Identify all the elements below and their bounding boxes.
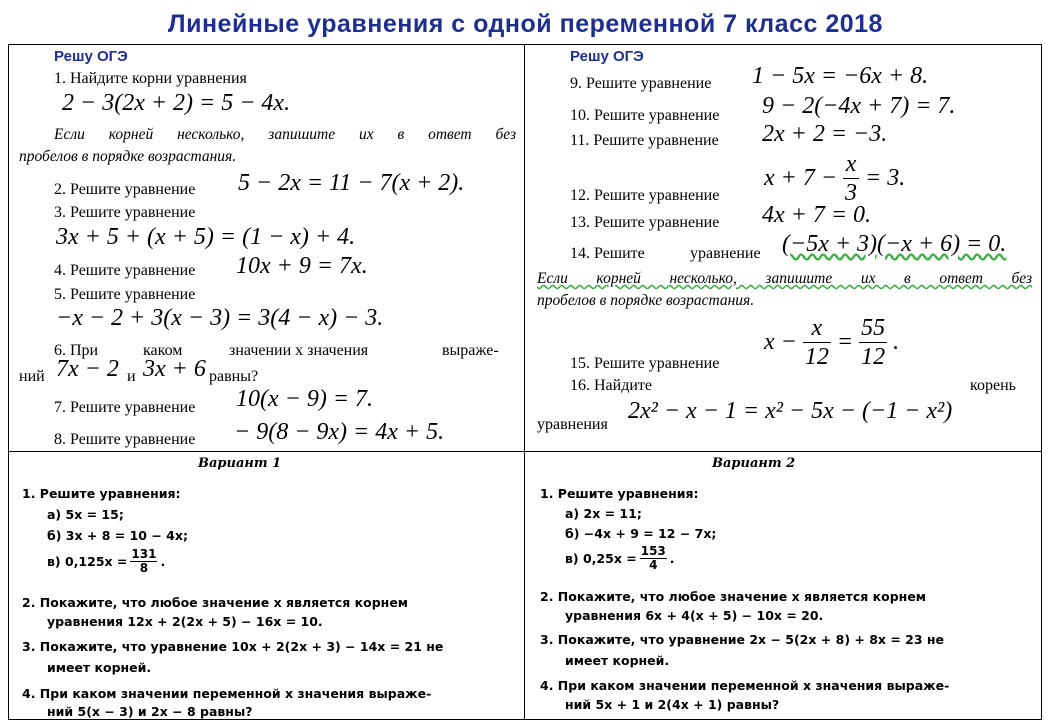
variant-2-q3-line1: 3. Покажите, что уравнение 2x − 5(2x + 8) + 8x = 23 не xyxy=(540,632,945,647)
problem-14-note-line1 xyxy=(537,270,1032,288)
problem-9-equation: 1 − 5x = −6x + 8. xyxy=(752,63,929,89)
problem-4-equation: 10x + 9 = 7x. xyxy=(236,253,368,279)
problem-1-label: 1. Найдите корни уравнения xyxy=(54,70,247,87)
problem-6-text-a: 6. При xyxy=(54,342,99,359)
variant-2-q3-line2: имеет корней. xyxy=(565,653,670,668)
variant-1-q1c-fraction xyxy=(130,548,157,574)
problem-12-eq-right: = 3. xyxy=(865,164,906,191)
problem-12-denominator: 3 xyxy=(845,179,858,206)
problem-7-label: 7. Решите уравнение xyxy=(54,399,196,416)
problem-16-text-b: корень xyxy=(970,377,1016,394)
problem-14-equation: (−5x + 3)(−x + 6) = 0. xyxy=(782,231,1007,257)
problem-15-dot: . xyxy=(893,328,900,355)
variant-1-q3-line1: 3. Покажите, что уравнение 10x + 2(2x + 3) − 14x = 21 не xyxy=(22,639,444,654)
problem-11-label: 11. Решите уравнение xyxy=(570,132,719,149)
problem-6-and: и xyxy=(127,368,136,385)
problem-16-text-c: уравнения xyxy=(537,416,608,433)
problem-13-equation: 4x + 7 = 0. xyxy=(762,202,872,228)
variant-2-q2-line1: 2. Покажите, что любое значение x является корнем xyxy=(540,589,927,604)
problem-15-label: 15. Решите уравнение xyxy=(570,355,720,372)
variant-1-q1c-post: . xyxy=(160,553,166,569)
problem-2-label: 2. Решите уравнение xyxy=(54,181,196,198)
problem-9-label: 9. Решите уравнение xyxy=(570,75,712,92)
variant-1-heading: Вариант 1 xyxy=(198,456,282,471)
problem-1-note-line2: пробелов в порядке возрастания. xyxy=(19,148,237,165)
problem-16-equation: 2x² − x − 1 = x² − 5x − (−1 − x²) xyxy=(628,398,953,424)
problem-1-note-line1: Если корней несколько, запишите их в ответ без xyxy=(54,126,516,143)
problem-6-text-f: равны? xyxy=(209,368,259,385)
problem-8-label: 8. Решите уравнение xyxy=(54,431,196,448)
page-title: Линейные уравнения с одной переменной 7 класс 2018 xyxy=(168,10,883,38)
reshu-oge-label-left: Решу ОГЭ xyxy=(54,48,128,65)
problem-6-text-c: значении x значения xyxy=(229,342,369,359)
problem-6-expression-1: 7x − 2 xyxy=(56,356,119,382)
problem-5-label: 5. Решите уравнение xyxy=(54,286,196,303)
problem-15-equation xyxy=(764,313,899,371)
problem-12-label: 12. Решите уравнение xyxy=(570,187,720,204)
variant-1-q1c-numerator: 131 xyxy=(131,547,157,561)
problem-4-label: 4. Решите уравнение xyxy=(54,262,196,279)
problem-12-eq-left: x + 7 − xyxy=(764,164,838,191)
problem-1-equation: 2 − 3(2x + 2) = 5 − 4x. xyxy=(62,90,291,116)
problem-15-eq-left: x − xyxy=(764,328,797,355)
problem-5-equation: −x − 2 + 3(x − 3) = 3(4 − x) − 3. xyxy=(56,305,384,331)
problem-12-fraction xyxy=(843,152,859,205)
problem-3-label: 3. Решите уравнение xyxy=(54,204,196,221)
variant-2-q1c-numerator: 153 xyxy=(640,544,666,558)
problem-14-text-b: уравнение xyxy=(690,245,761,262)
problem-15-denominator-1: 12 xyxy=(804,343,829,370)
problem-12-equation xyxy=(764,150,905,206)
variant-1-q2-line2: уравнения 12x + 2(2x + 5) − 16x = 10. xyxy=(47,614,323,629)
variant-1-q1c xyxy=(47,548,165,574)
problem-6-text-e: ний xyxy=(19,368,45,385)
problem-6-expression-2: 3x + 6 xyxy=(143,356,206,382)
problem-11-equation: 2x + 2 = −3. xyxy=(762,121,888,147)
variant-1-q1c-denominator: 8 xyxy=(139,560,149,575)
problem-13-label: 13. Решите уравнение xyxy=(570,214,720,231)
variant-1-q1b: б) 3x + 8 = 10 − 4x; xyxy=(47,528,188,543)
problem-6-text-d: выраже- xyxy=(442,342,499,359)
variant-2-q2-line2: уравнения 6x + 4(x + 5) − 10x = 20. xyxy=(565,608,824,623)
problem-10-equation: 9 − 2(−4x + 7) = 7. xyxy=(762,93,956,119)
variant-2-q4-line1: 4. При каком значении переменной x значения выраже- xyxy=(540,678,950,693)
variant-1-q4-line1: 4. При каком значении переменной x значения выраже- xyxy=(22,686,432,701)
variant-2-q1c-denominator: 4 xyxy=(649,557,658,572)
problem-15-fraction-2 xyxy=(859,316,887,369)
variant-2-q1c-post: . xyxy=(669,550,675,566)
variant-2-q4-line2: ний 5x + 1 и 2(4x + 1) равны? xyxy=(565,697,780,712)
problem-12-numerator: x xyxy=(843,152,859,179)
problem-14-text-a: 14. Решите xyxy=(570,245,645,262)
variant-1-q1c-pre: в) 0,125x = xyxy=(47,553,128,569)
variant-2-q1c-pre: в) 0,25x = xyxy=(565,550,637,566)
variant-1-q4-line2: ний 5(x − 3) и 2x − 8 равны? xyxy=(47,704,253,719)
column-divider xyxy=(524,44,525,720)
problem-15-numerator-1: x xyxy=(803,316,831,343)
variant-1-q3-line2: имеет корней. xyxy=(47,660,152,675)
problem-15-denominator-2: 12 xyxy=(861,343,886,370)
problem-10-label: 10. Решите уравнение xyxy=(570,107,720,124)
variant-2-q1b: б) −4x + 9 = 12 − 7x; xyxy=(565,526,717,541)
variant-2-q1c xyxy=(565,545,675,571)
problem-3-equation: 3x + 5 + (x + 5) = (1 − x) + 4. xyxy=(56,224,356,250)
problem-14-note-line2: пробелов в порядке возрастания. xyxy=(537,292,755,309)
variant-2-q1a: а) 2x = 11; xyxy=(565,506,642,521)
variant-1-q1: 1. Решите уравнения: xyxy=(22,486,181,501)
problem-8-equation: − 9(8 − 9x) = 4x + 5. xyxy=(234,419,445,445)
reshu-oge-label-right: Решу ОГЭ xyxy=(570,48,644,65)
problem-14-note-line1-text: Если корней несколько, запишите их в ответ без xyxy=(537,270,1032,287)
variant-2-heading: Вариант 2 xyxy=(712,456,796,471)
variant-1-q2-line1: 2. Покажите, что любое значение x является корнем xyxy=(22,595,409,610)
problem-15-numerator-2: 55 xyxy=(861,314,886,341)
problem-15-fraction-1 xyxy=(803,316,831,369)
variant-1-q1a: а) 5x = 15; xyxy=(47,507,124,522)
problem-16-text-a: 16. Найдите xyxy=(570,377,653,394)
variant-2-q1c-fraction xyxy=(640,545,667,571)
problem-7-equation: 10(x − 9) = 7. xyxy=(236,386,374,412)
row-divider xyxy=(8,451,1042,452)
variant-2-q1: 1. Решите уравнения: xyxy=(540,486,699,501)
problem-15-eq-mid: = xyxy=(836,328,854,355)
problem-6-text-b: каком xyxy=(143,342,183,359)
problem-2-equation: 5 − 2x = 11 − 7(x + 2). xyxy=(238,170,465,196)
